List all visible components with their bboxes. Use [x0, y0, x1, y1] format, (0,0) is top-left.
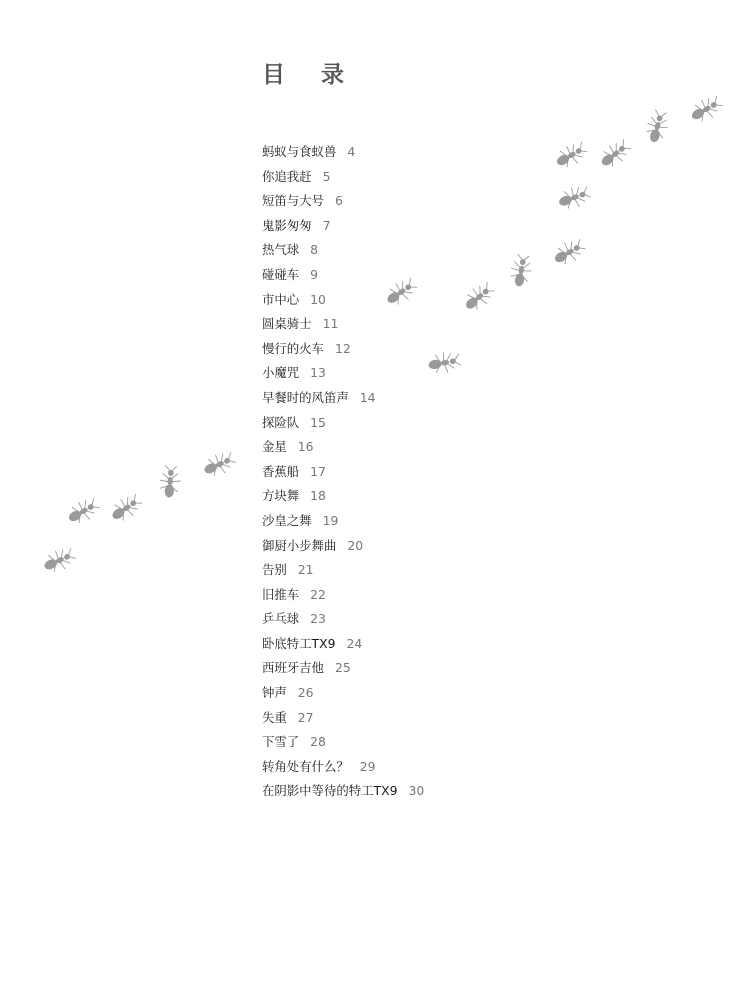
ant-icon: [687, 93, 724, 126]
toc-entry: [262, 779, 424, 804]
toc-entry-title: 蚂蚁与食蚁兽: [262, 144, 337, 159]
toc-entry-title: 早餐时的风笛声: [262, 389, 349, 405]
toc-entry-title: 热气球: [262, 242, 300, 258]
toc-entry: [262, 656, 424, 681]
toc-entry: [262, 386, 424, 411]
toc-entry-title: 御厨小步舞曲: [262, 537, 337, 553]
toc-entry: [262, 706, 424, 731]
toc-entry: [262, 263, 424, 288]
toc-entry-title: 在阴影中等待的特工TX9: [262, 783, 398, 799]
toc-entry: [262, 337, 424, 362]
toc-entry-title: 小魔咒: [262, 365, 300, 381]
toc-entry-page-number: 30: [408, 783, 425, 799]
toc-entry: [262, 460, 424, 485]
toc-entry-page-number: 28: [310, 734, 326, 750]
toc-entry-page-number: 16: [297, 439, 314, 455]
ant-icon: [107, 491, 144, 525]
toc-entry: [262, 312, 424, 337]
toc-entry-page-number: 29: [359, 758, 376, 774]
ant-icon: [460, 279, 497, 315]
toc-entry-title: 碰碰车: [262, 266, 300, 282]
toc-entry: [262, 730, 424, 755]
ant-icon: [552, 139, 589, 172]
toc-entry-title: 市中心: [262, 291, 300, 307]
toc-entry-page-number: 25: [334, 660, 351, 676]
toc-entry-title: 西班牙吉他: [262, 660, 324, 676]
toc-entry: [262, 411, 424, 436]
toc-entry: [262, 238, 424, 263]
ant-icon: [644, 109, 671, 145]
toc-entry-title: 慢行的火车: [262, 340, 324, 356]
toc-list: [262, 140, 424, 804]
toc-entry-title: 转角处有什么？: [262, 758, 349, 774]
toc-entry-page-number: 26: [297, 685, 314, 701]
ant-icon: [550, 236, 587, 269]
toc-entry-title: 鬼影匆匆: [262, 217, 312, 233]
ant-icon: [201, 449, 238, 480]
ant-icon: [41, 545, 78, 576]
toc-entry: [262, 214, 424, 239]
toc-entry-page-number: 27: [297, 709, 314, 725]
ant-icon: [556, 183, 592, 213]
toc-entry-page-number: 12: [334, 340, 351, 356]
toc-entry-page-number: 20: [347, 537, 364, 553]
toc-entry-page-number: 21: [297, 562, 314, 578]
toc-entry: [262, 484, 424, 509]
toc-entry-page-number: 23: [310, 611, 326, 627]
toc-entry: [262, 361, 424, 386]
toc-entry-page-number: 8: [310, 242, 319, 258]
toc-entry: [262, 165, 424, 190]
toc-entry: [262, 681, 424, 706]
toc-entry-title: 告别: [262, 562, 287, 578]
toc-entry-title: 失重: [262, 709, 287, 725]
toc-entry-page-number: 19: [322, 512, 339, 528]
toc-entry: [262, 607, 424, 632]
toc-entry: [262, 140, 424, 165]
toc-entry-title: 圆桌骑士: [262, 316, 312, 332]
ant-icon: [427, 350, 461, 375]
toc-entry-page-number: 13: [310, 365, 326, 381]
toc-entry-title: 旧推车: [262, 586, 300, 602]
ant-icon: [159, 465, 182, 498]
toc-entry-page-number: 6: [334, 193, 343, 209]
toc-entry: [262, 534, 424, 559]
toc-entry-page-number: 4: [347, 144, 356, 159]
toc-entry-page-number: 18: [310, 488, 326, 504]
toc-entry-title: 探险队: [262, 414, 300, 430]
ant-icon: [596, 137, 633, 172]
toc-entry-page-number: 5: [322, 168, 331, 184]
toc-entry-page-number: 7: [322, 217, 331, 233]
toc-entry-title: 乒乓球: [262, 611, 300, 627]
toc-entry-title: 下雪了: [262, 734, 300, 750]
toc-entry-title: 钟声: [262, 685, 287, 701]
toc-entry-page-number: 17: [310, 463, 326, 479]
toc-entry-page-number: 9: [310, 266, 319, 282]
toc-entry-page-number: 22: [310, 586, 326, 602]
toc-entry-page-number: 24: [346, 635, 363, 651]
toc-entry: [262, 558, 424, 583]
toc-entry-title: 香蕉船: [262, 463, 300, 479]
toc-entry-title: 卧底特工TX9: [262, 635, 336, 651]
toc-entry-title: 你追我赶: [262, 168, 312, 184]
toc-entry-title: 短笛与大号: [262, 193, 324, 209]
ant-icon: [509, 254, 534, 288]
toc-entry: [262, 755, 424, 780]
toc-entry: [262, 288, 424, 313]
toc-entry: [262, 435, 424, 460]
toc-entry: [262, 632, 424, 657]
page-title: 目 录: [262, 62, 359, 88]
toc-entry: [262, 583, 424, 608]
ant-icon: [64, 495, 101, 528]
toc-entry-page-number: 11: [322, 316, 339, 332]
toc-entry-title: 金星: [262, 439, 287, 455]
toc-entry-page-number: 15: [310, 414, 326, 430]
toc-entry: [262, 509, 424, 534]
toc-entry-title: 方块舞: [262, 488, 300, 504]
toc-entry-title: 沙皇之舞: [262, 512, 312, 528]
toc-entry: [262, 189, 424, 214]
toc-entry-page-number: 10: [310, 291, 326, 307]
toc-entry-page-number: 14: [359, 389, 376, 405]
